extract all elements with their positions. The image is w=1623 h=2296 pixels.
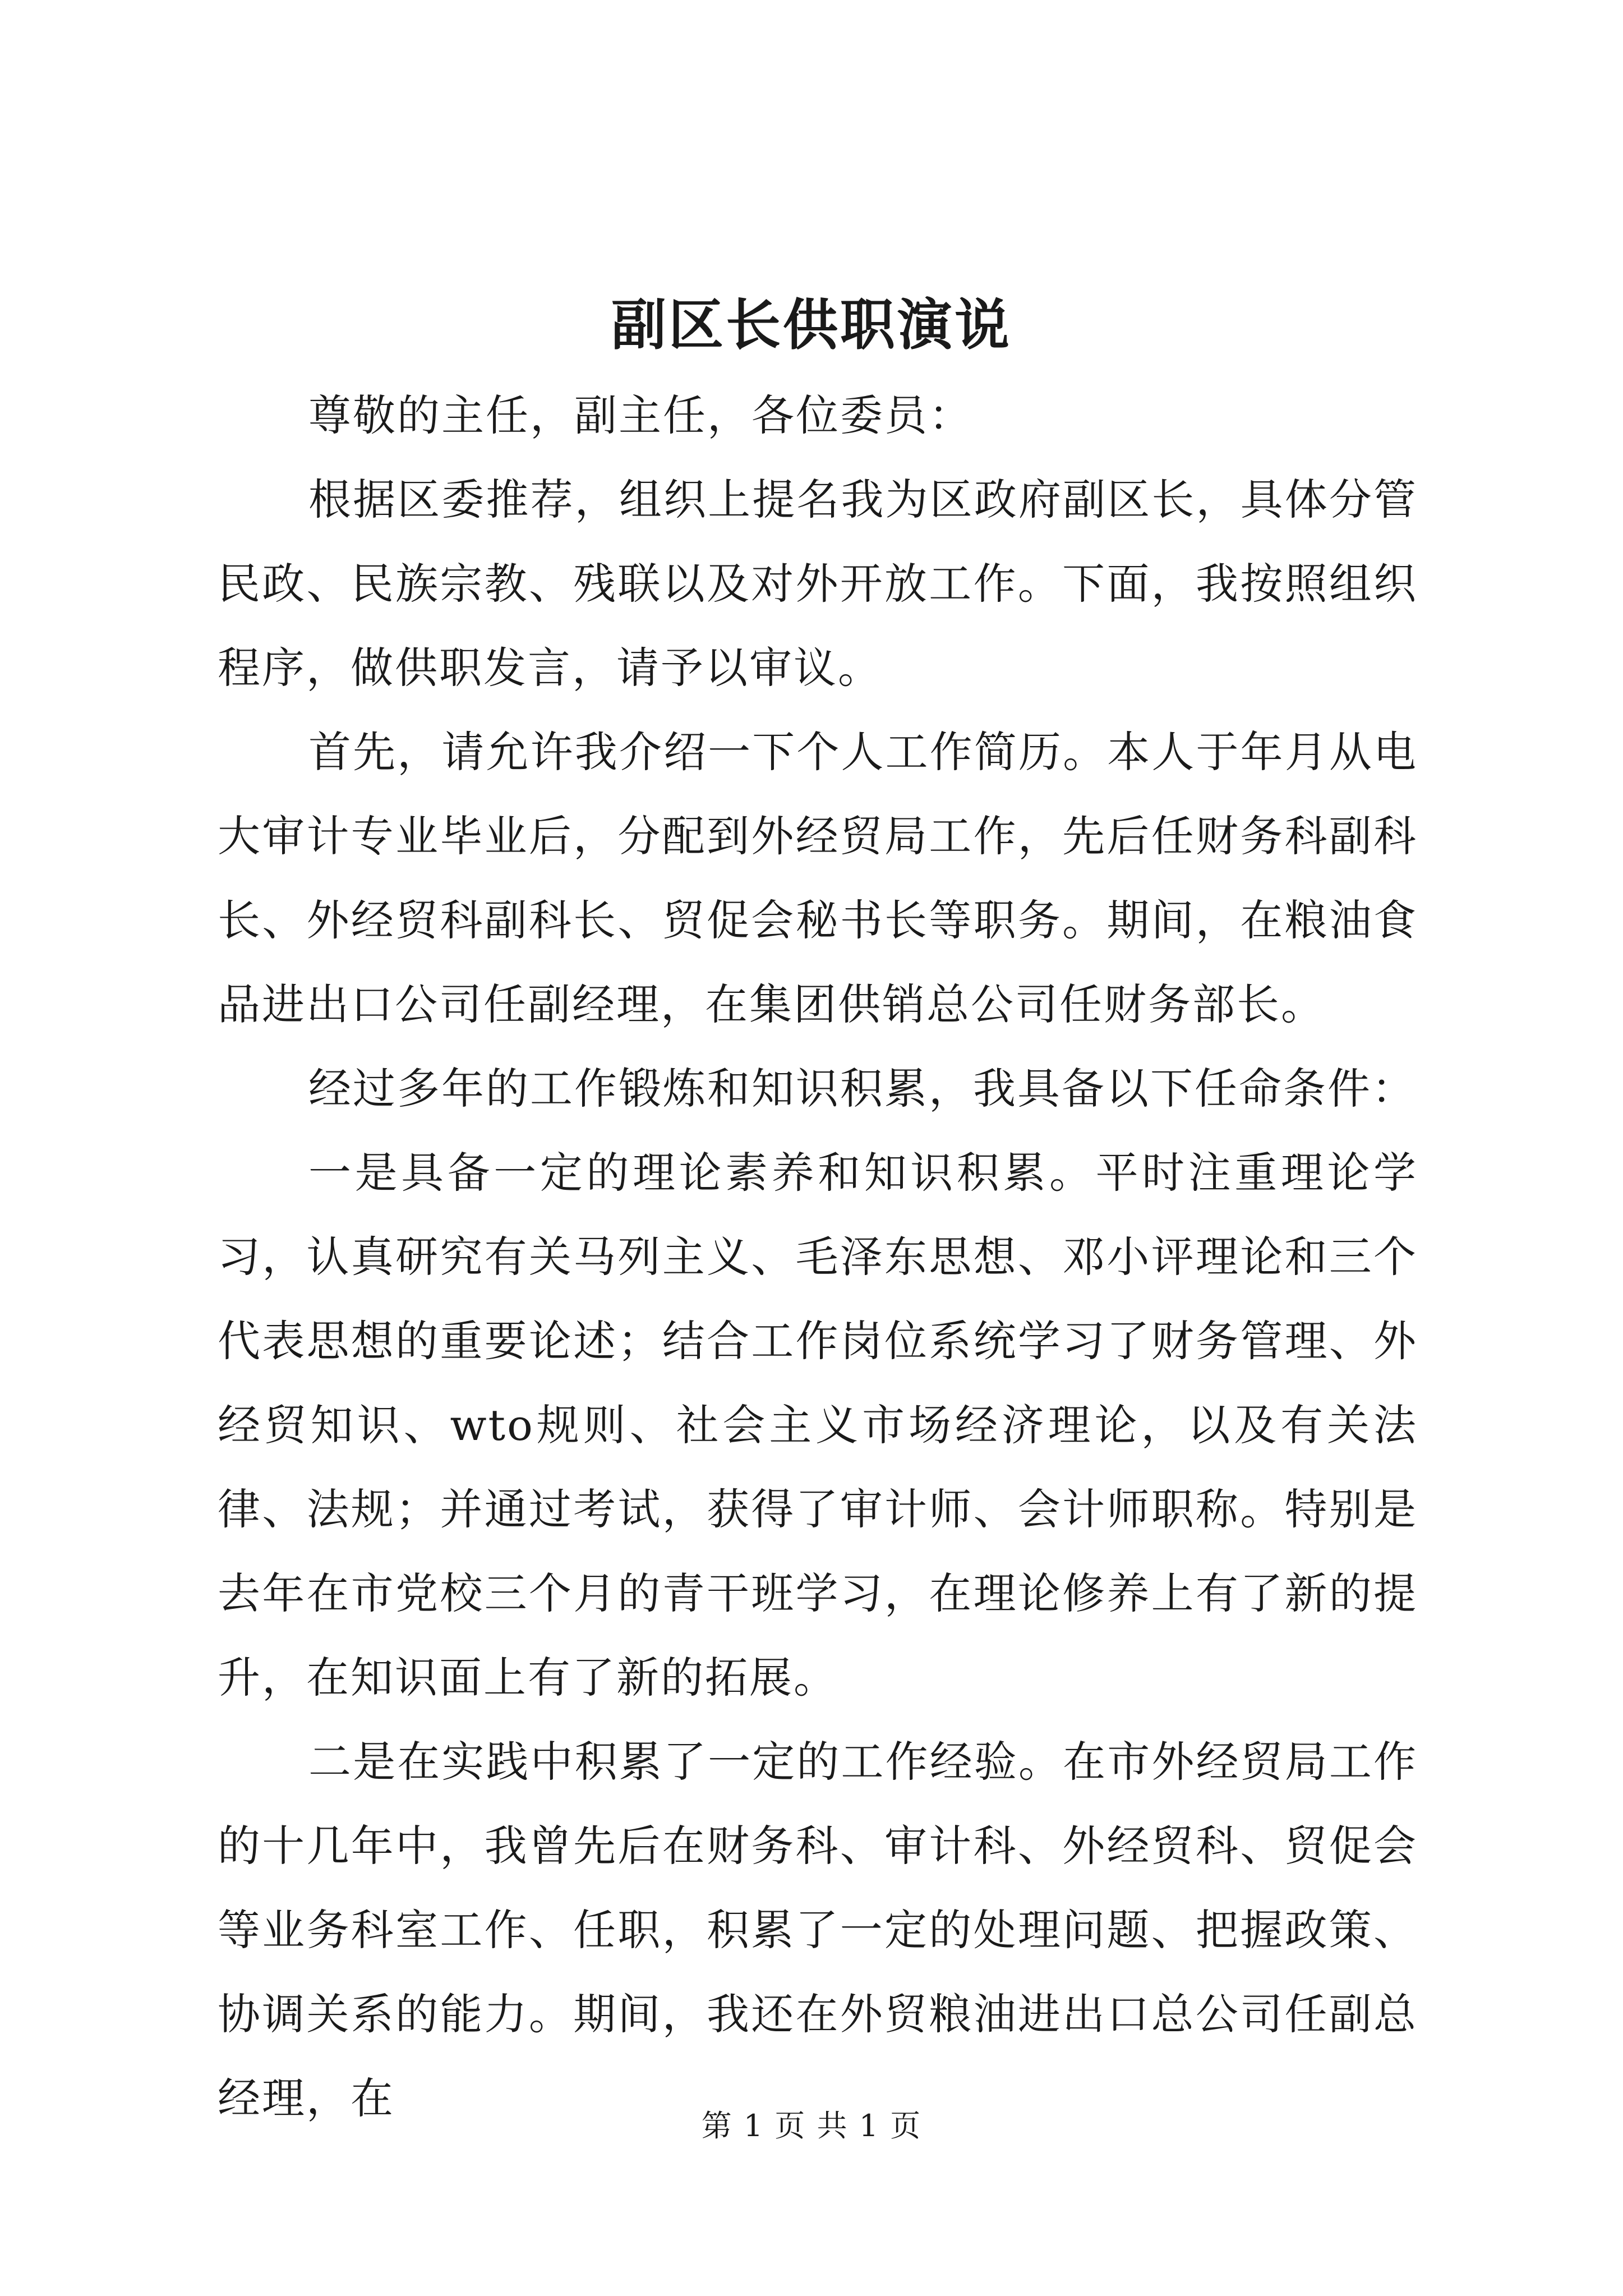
body-paragraph: 首先，请允许我介绍一下个人工作简历。本人于年月从电大审计专业毕业后，分配到外经贸局工作，先后任财务科副科长、外经贸科副科长、贸促会秘书长等职务。期间，在粮油食品进出口公司任副经理，在集团供销总公司任财务部长。: [218, 727, 1418, 1029]
body-paragraph: 经过多年的工作锻炼和知识积累，我具备以下任命条件：: [308, 1064, 1416, 1114]
salutation-paragraph: 尊敬的主任，副主任，各位委员：: [308, 390, 973, 440]
body-paragraph: 根据区委推荐，组织上提名我为区政府副区长，具体分管民政、民族宗教、残联以及对外开放工作。下面，我按照组织程序，做供职发言，请予以审议。: [218, 475, 1418, 693]
document-body: [218, 374, 1418, 2141]
document-title: 副区长供职演说: [611, 293, 1012, 357]
body-paragraph: 一是具备一定的理论素养和知识积累。平时注重理论学习，认真研究有关马列主义、毛泽东思想、邓小评理论和三个代表思想的重要论述；结合工作岗位系统学习了财务管理、外经贸知识、wto规则、社会主义市场经济理论，以及有关法律、法规；并通过考试，获得了审计师、会计师职称。特别是去年在市党校三个月的青干班学习，在理论修养上有了新的提升，在知识面上有了新的拓展。: [218, 1148, 1418, 1703]
body-paragraph: 二是在实践中积累了一定的工作经验。在市外经贸局工作的十几年中，我曾先后在财务科、审计科、外经贸科、贸促会等业务科室工作、任职，积累了一定的处理问题、把握政策、协调关系的能力。期间，我还在外贸粮油进出口总公司任副总经理，在: [218, 1737, 1418, 2123]
page-footer: 第 1 页 共 1 页: [701, 2108, 922, 2143]
